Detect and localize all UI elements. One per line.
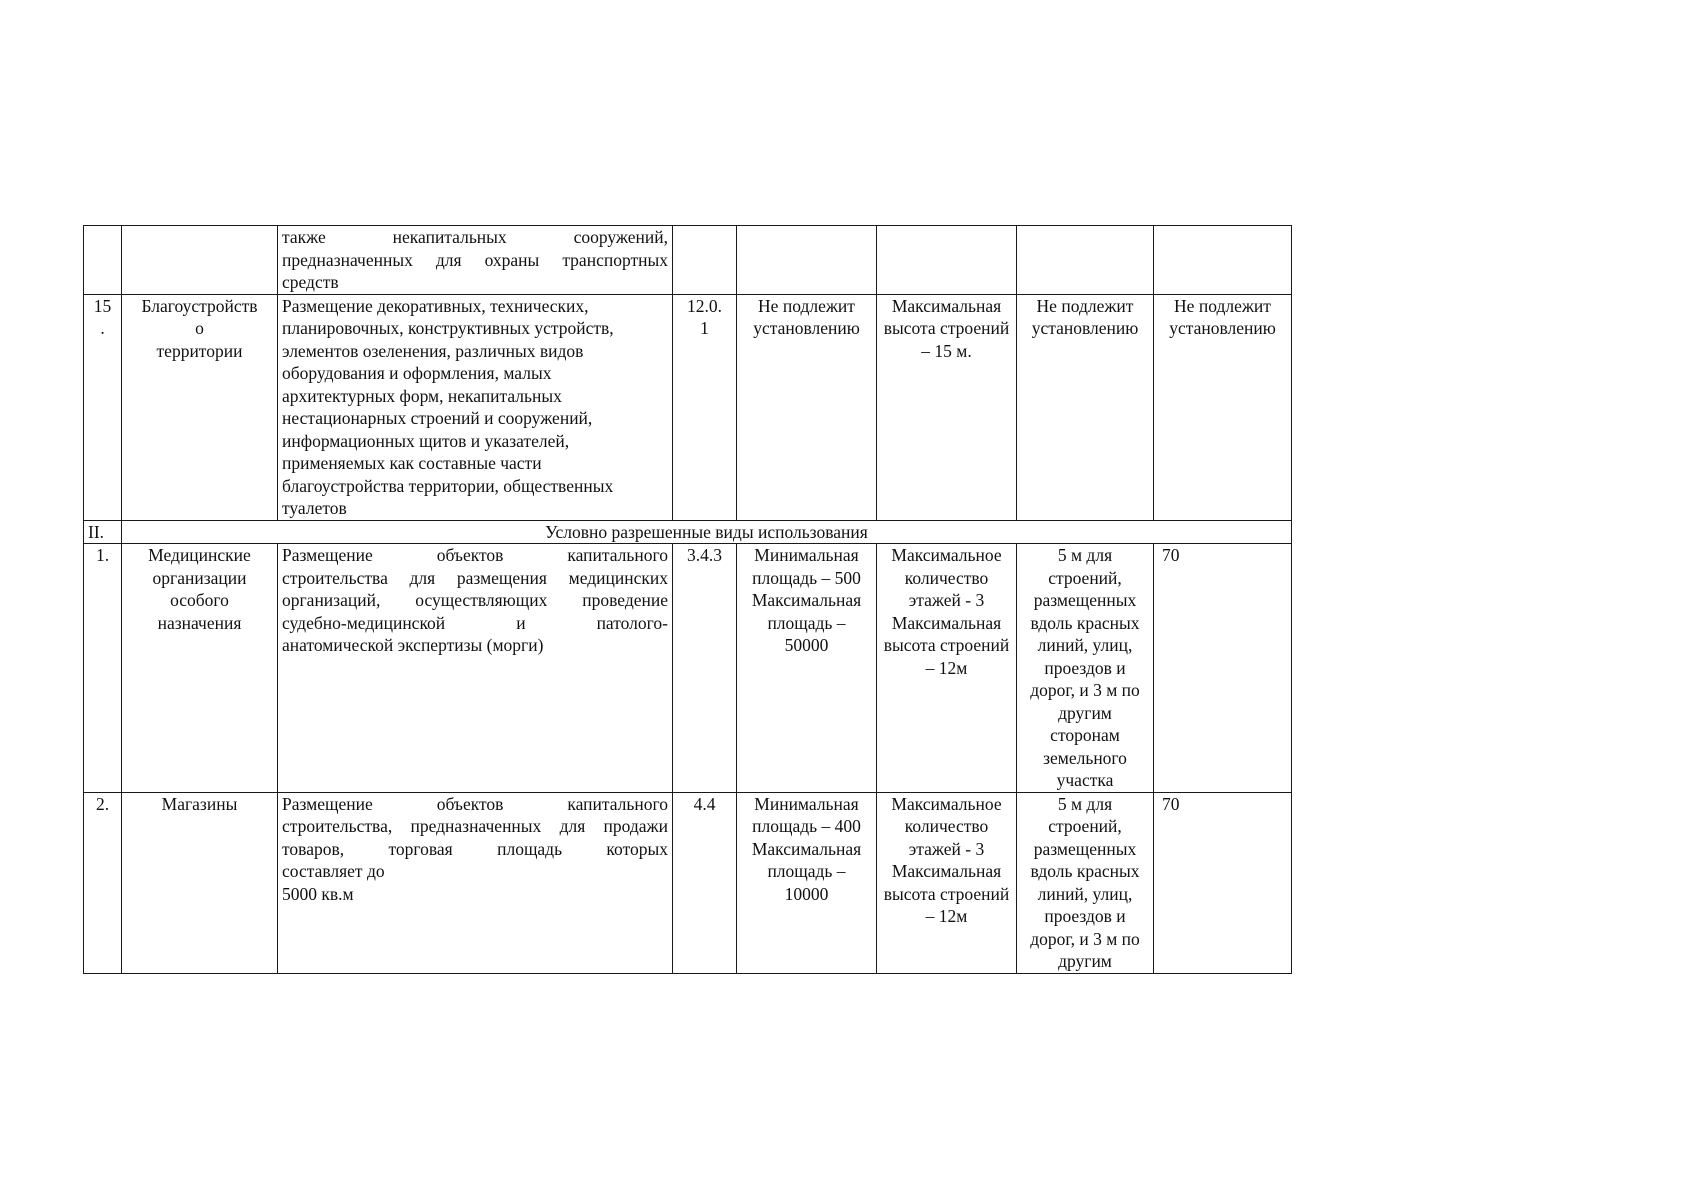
cell-name — [122, 226, 278, 295]
description-line: судебно-медицинской и патолого- — [282, 612, 668, 633]
description-line: Размещение объектов капитального — [282, 545, 668, 565]
cell-area — [737, 226, 877, 295]
description-line: 5000 кв.м — [282, 883, 354, 904]
description-line: товаров, торговая площадь которых — [282, 838, 668, 859]
cell-area: Минимальная площадь – 400 Максимальная площадь – 10000 — [737, 792, 877, 973]
cell-description: также некапитальных сооружений, предназначенных для охраны транспортных средств — [278, 226, 673, 295]
cell-code: 3.4.3 — [673, 544, 737, 793]
cell-height: Максимальная высота строений – 15 м. — [877, 294, 1017, 520]
table-row-1 — [84, 544, 1292, 793]
description-line: анатомической экспертизы (морги) — [282, 635, 544, 655]
cell-setback: 5 м для строений, размещенных вдоль красных линий, улиц, проездов и дорог, и 3 м по другим сторонам земельного участка — [1017, 544, 1154, 793]
description-line: строительства, предназначенных для продажи — [282, 816, 668, 836]
land-use-table — [83, 225, 1292, 974]
cell-coverage — [1154, 226, 1292, 295]
cell-height: Максимальное количество этажей - 3 Максимальная высота строений – 12м — [877, 544, 1017, 793]
description-line: строительства для размещения медицинских — [282, 567, 668, 588]
cell-coverage: 70 — [1154, 544, 1292, 793]
cell-description — [278, 792, 673, 973]
section-number: II. — [84, 520, 122, 544]
cell-description — [278, 544, 673, 793]
section-title: Условно разрешенные виды использования — [122, 520, 1292, 544]
section-row — [84, 520, 1292, 544]
cell-height: Максимальное количество этажей - 3 Максимальная высота строений – 12м — [877, 792, 1017, 973]
cell-code: 4.4 — [673, 792, 737, 973]
cell-number: 15 . — [84, 294, 122, 520]
cell-area: Минимальная площадь – 500 Максимальная площадь – 50000 — [737, 544, 877, 793]
cell-name: Благоустройств о территории — [122, 294, 278, 520]
cell-number: 2. — [84, 792, 122, 973]
cell-code — [673, 226, 737, 295]
cell-number — [84, 226, 122, 295]
cell-description: Размещение декоративных, технических, планировочных, конструктивных устройств, элементов озеленения, различных видов оборудования и оформления, малых архитектурных форм, некапитальных нестационарных строений и сооружений, информационных щитов и указателей, применяемых как составные части благоустройства территории, общественных туалетов — [278, 294, 673, 520]
cell-coverage: 70 — [1154, 792, 1292, 973]
cell-name: Магазины — [122, 792, 278, 973]
table-row-continued — [84, 226, 1292, 295]
table-row-15 — [84, 294, 1292, 520]
cell-coverage: Не подлежит установлению — [1154, 294, 1292, 520]
cell-code: 12.0. 1 — [673, 294, 737, 520]
description-line: организаций, осуществляющих проведение — [282, 590, 668, 610]
description-line: Размещение объектов капитального — [282, 793, 668, 814]
cell-height — [877, 226, 1017, 295]
cell-area: Не подлежит установлению — [737, 294, 877, 520]
cell-name: Медицинские организации особого назначения — [122, 544, 278, 793]
cell-setback — [1017, 226, 1154, 295]
cell-number: 1. — [84, 544, 122, 793]
cell-setback: Не подлежит установлению — [1017, 294, 1154, 520]
cell-setback: 5 м для строений, размещенных вдоль красных линий, улиц, проездов и дорог, и 3 м по другим — [1017, 792, 1154, 973]
table-row-2 — [84, 792, 1292, 973]
description-line: составляет до — [282, 861, 385, 881]
